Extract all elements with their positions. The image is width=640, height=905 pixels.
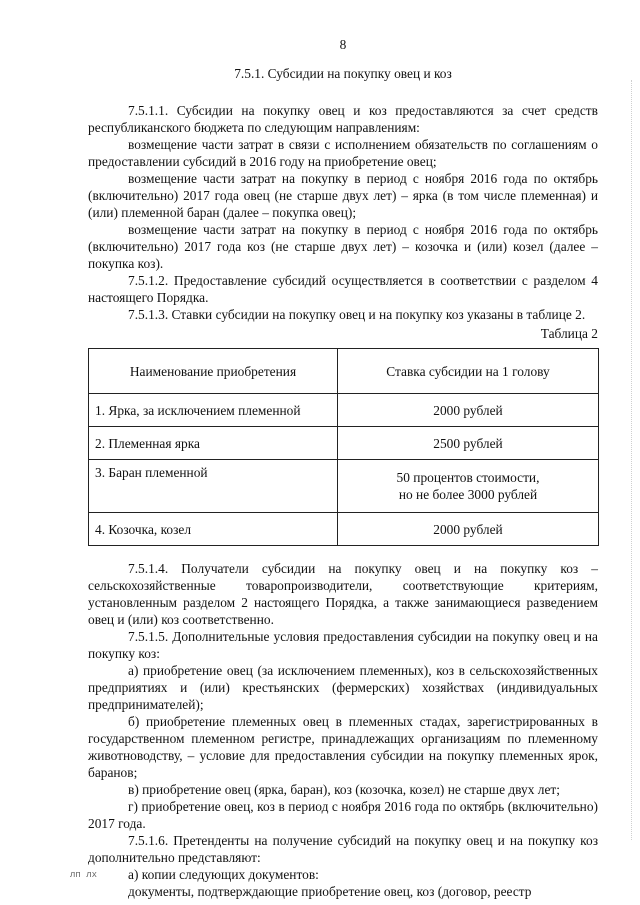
table-cell-rate bbox=[338, 460, 599, 513]
table-row bbox=[89, 460, 599, 513]
paragraph: 7.5.1.3. Ставки субсидии на покупку овец и на покупку коз указаны в таблице 2. bbox=[128, 307, 586, 322]
table-cell-name: 1. Ярка, за исключением племенной bbox=[89, 394, 338, 427]
table-caption: Таблица 2 bbox=[540, 326, 598, 341]
paragraph: возмещение части затрат в связи с исполнением обязательств по соглашениям о предоставлении субсидий в 2016 году на приобретение овец; bbox=[88, 137, 598, 169]
rate-line: но не более 3000 рублей bbox=[398, 487, 538, 502]
table-cell-name: 3. Баран племенной bbox=[89, 460, 338, 513]
table-cell-rate: 2500 рублей bbox=[338, 427, 599, 460]
paragraph: 7.5.1.1. Субсидии на покупку овец и коз предоставляются за счет средств республиканского бюджета по следующим направлениям: bbox=[88, 103, 598, 135]
paragraph: 7.5.1.2. Предоставление субсидий осуществляется в соответствии с разделом 4 настоящего Порядка. bbox=[88, 273, 598, 305]
table-header-cell: Наименование приобретения bbox=[89, 349, 338, 394]
table-cell-rate: 2000 рублей bbox=[338, 394, 599, 427]
page-number: 8 bbox=[339, 37, 347, 52]
table-row bbox=[89, 427, 599, 460]
table-cell-rate: 2000 рублей bbox=[338, 513, 599, 546]
table-row bbox=[89, 513, 599, 546]
table-header-row bbox=[89, 349, 599, 394]
paragraph: 7.5.1.6. Претенденты на получение субсидий на покупку овец и на покупку коз дополнительно представляют: bbox=[88, 833, 598, 865]
paragraph: возмещение части затрат на покупку в период с ноября 2016 года по октябрь (включительно) 2017 года овец (не старше двух лет) – ярка (в том числе племенная) и (или) племенной баран (далее – покупка овец); bbox=[88, 171, 598, 220]
footer-mark: лп лх bbox=[70, 870, 98, 880]
subsidy-rate-table bbox=[88, 348, 599, 546]
paragraph: г) приобретение овец, коз в период с ноября 2016 года по октябрь (включительно) 2017 года. bbox=[88, 799, 598, 831]
paragraph: б) приобретение племенных овец в племенных стадах, зарегистрированных в государственном племенном регистре, принадлежащих организациям по племенному животноводству, – условие для предоставления субсидии на покупку племенных ярок, баранов; bbox=[88, 714, 598, 780]
scan-edge-dots bbox=[629, 80, 632, 840]
rate-line: 50 процентов стоимости, bbox=[396, 470, 540, 485]
table-cell-name: 2. Племенная ярка bbox=[89, 427, 338, 460]
table-cell-name: 4. Козочка, козел bbox=[89, 513, 338, 546]
table-row bbox=[89, 394, 599, 427]
paragraph: 7.5.1.5. Дополнительные условия предоставления субсидии на покупку овец и на покупку коз: bbox=[88, 629, 598, 661]
paragraph: в) приобретение овец (ярка, баран), коз (козочка, козел) не старше двух лет; bbox=[128, 782, 560, 797]
table-header-cell: Ставка субсидии на 1 голову bbox=[338, 349, 599, 394]
section-heading: 7.5.1. Субсидии на покупку овец и коз bbox=[234, 66, 452, 81]
document-page bbox=[88, 36, 598, 900]
paragraph: 7.5.1.4. Получатели субсидии на покупку овец и на покупку коз – сельскохозяйственные товаропроизводители, соответствующие критериям, установленным разделом 2 настоящего Порядка, а также занимающиеся разведением овец и (или) коз соответственно. bbox=[88, 561, 598, 627]
paragraph: а) приобретение овец (за исключением племенных), коз в сельскохозяйственных предприятиях и (или) крестьянских (фермерских) хозяйствах (индивидуальных предпринимателей); bbox=[88, 663, 598, 712]
paragraph: документы, подтверждающие приобретение овец, коз (договор, реестр bbox=[128, 884, 532, 899]
paragraph: возмещение части затрат на покупку в период с ноября 2016 года по октябрь (включительно) 2017 года коз (не старше двух лет) – козочка и (или) козел (далее – покупка коз). bbox=[88, 222, 598, 271]
paragraph: а) копии следующих документов: bbox=[128, 867, 319, 882]
